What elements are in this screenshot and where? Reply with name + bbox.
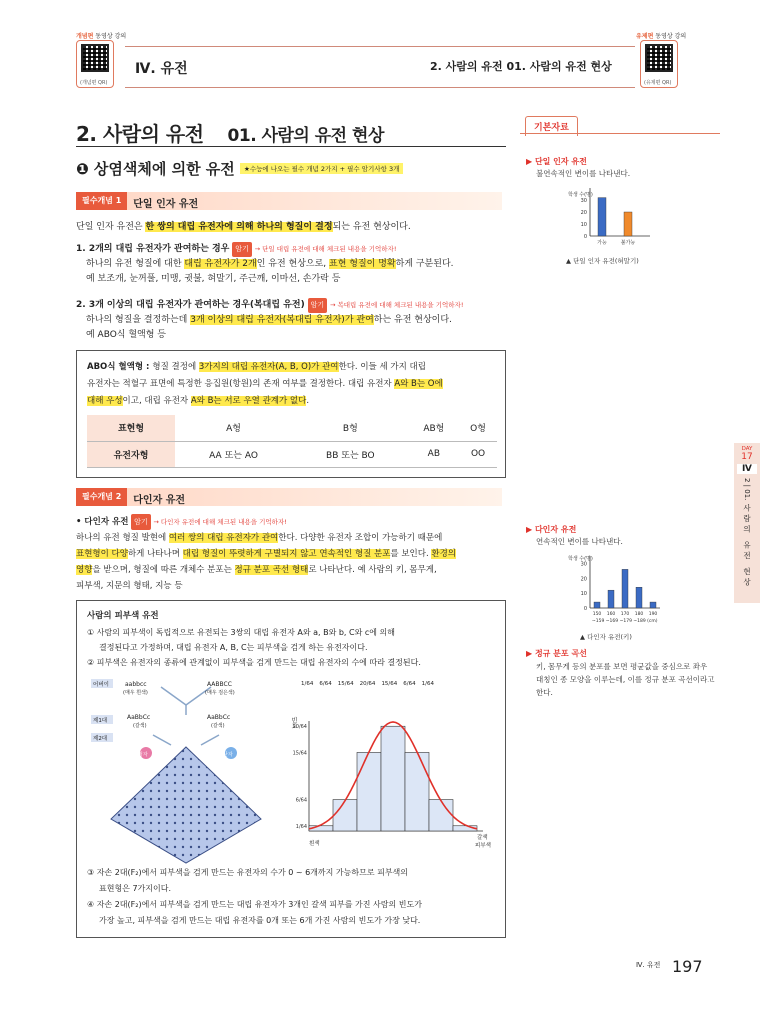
- y-tick-label: 0: [583, 606, 587, 612]
- page-number: 197: [672, 957, 703, 976]
- concept-bar-2: 필수개념 2 다인자 유전: [76, 488, 502, 506]
- section-title: 2. 사람의 유전 01. 사람의 유전 현상: [430, 60, 612, 73]
- f2-row-label: 제2대: [93, 736, 108, 742]
- fraction-label: 6/64: [403, 681, 416, 687]
- table-cell: A형: [175, 415, 292, 441]
- histogram-bar: [333, 800, 357, 831]
- title-rule: [76, 146, 506, 147]
- skin-box-conclusions: ③ 자손 2대(F₂)에서 피부색을 검게 만드는 유전자의 수가 0 ~ 6개까지 가능하므로 피부색의 표현형은 7가지이다. ④ 자손 2대(F₂)에서 피부색을 검게 만드는 대립 유전자가 3개인 갈색 피부를 가진 사람의 빈도가 가장 높고, 피부색을 검게 만드는 대립 유전자를 0개 또는 6개 가진 사람의 빈도가 가장 낮다.: [87, 868, 422, 925]
- hist-xlabel: 피부색: [475, 843, 491, 849]
- parent-row-label: 어버이: [93, 682, 109, 688]
- parent1-genotype: aabbcc: [125, 681, 147, 688]
- fraction-label: 1/64: [301, 681, 314, 687]
- side-heading-2: ▶ 다인자 유전: [526, 525, 577, 534]
- bar: [622, 569, 628, 608]
- concept2-body: • 다인자 유전 암기 → 다인자 유전에 대해 체크된 내용을 기억하자! 하나의 유전 형질 발현에 여러 쌍의 대립 유전자가 관여한다. 다양한 유전자 조합이 가능하기 때문에 표현형이 다양하게 나타나며 대립 형질이 뚜렷하게 구별되지 않고 연속적인 형질 분포를 보인다. 환경의 영향을 받으며, 형질에 따른 개체수 분포는 정규 분포 곡선 형태로 나타난다. 예 사람의 키, 몸무게, 피부색, 지문의 형태, 지능 등: [76, 514, 506, 594]
- fraction-label: 15/64: [337, 681, 354, 687]
- y-tick-label: 10: [580, 222, 587, 228]
- footer-unit: Ⅳ. 유전: [636, 961, 661, 969]
- single-factor-caption: ▲ 단일 인자 유전(혀말기): [566, 257, 639, 265]
- side-text-3: 키, 몸무게 등의 분포를 보면 평균값을 중심으로 좌우 대칭인 종 모양을 이루는데, 이를 정규 분포 곡선이라고 한다.: [536, 662, 715, 697]
- bar: [624, 212, 632, 236]
- fraction-label: 1/64: [421, 681, 435, 687]
- x-tick-label: 170: [620, 612, 630, 617]
- x-tick-label: 150: [592, 612, 602, 617]
- y-tick-label: 0: [583, 234, 587, 240]
- y-tick-label: 10: [580, 591, 587, 598]
- tab-chapter: 2 | 01.: [743, 478, 751, 501]
- f1b-phenotype: (갈색): [211, 723, 225, 729]
- histogram-bar: [357, 752, 381, 831]
- qr-code-left[interactable]: [81, 44, 109, 72]
- f1-row-label: 제1대: [93, 718, 108, 724]
- histogram-bar: [405, 752, 429, 831]
- x-tick-label: 160: [606, 612, 616, 617]
- y-axis-label: 학생 수(명): [568, 192, 593, 198]
- table-cell: O형: [459, 415, 497, 441]
- hist-ylabel: 빈도: [290, 717, 297, 729]
- bar: [636, 587, 642, 608]
- qr-code-right[interactable]: [645, 44, 673, 72]
- y-tick-label: 20: [580, 210, 587, 216]
- y-tick-label: 20/64: [292, 724, 307, 731]
- histogram-bar: [429, 800, 453, 831]
- side-rule: [520, 133, 720, 134]
- histogram-bar: [381, 726, 405, 831]
- hist-white-label: 흰색: [309, 841, 320, 847]
- side-heading-1: ▶ 단일 인자 유전: [526, 157, 587, 166]
- fraction-label: 6/64: [319, 681, 332, 687]
- parent2-phenotype: (매우 검은색): [205, 690, 235, 696]
- bar: [598, 198, 606, 236]
- y-tick-label: 1/64: [295, 823, 307, 830]
- bar: [594, 602, 600, 608]
- single-factor-chart: [560, 182, 660, 252]
- concept1-point1: 1. 2개의 대립 유전자가 관여하는 경우 암기 → 단일 대립 유전에 대해 체크된 내용을 기억하자! 하나의 유전 형질에 대한 대립 유전자가 2개인 유전 현상으로, 표현 형질이 명확하게 구분된다. 예 보조개, 눈꺼풀, 미맹, 귓불, 혀말기, 주근깨, 이마선, 손가락 등: [76, 244, 454, 284]
- section-note: ★수능에 나오는 필수 개념 2가지 + 필수 암기사항 3개: [240, 163, 403, 174]
- multi-factor-caption: ▲ 다인자 유전(키): [580, 633, 632, 641]
- x-tick-label: 180: [634, 612, 644, 617]
- y-tick-label: 15/64: [292, 750, 307, 757]
- y-tick-label: 6/64: [295, 797, 307, 804]
- table-head: 유전자형: [87, 441, 175, 467]
- skin-color-box: [76, 600, 506, 938]
- unit-title: Ⅳ. 유전: [135, 61, 188, 77]
- table-head: 표현형: [87, 415, 175, 441]
- bar: [650, 602, 656, 608]
- y-tick-label: 30: [580, 198, 587, 204]
- fraction-label: 15/64: [381, 681, 398, 687]
- cross-diagram: [91, 675, 291, 865]
- table-row: [87, 441, 497, 467]
- table-cell: AA 또는 AO: [175, 441, 292, 467]
- egg-label: 난자: [223, 752, 233, 758]
- section-heading: ❶ 상염색체에 의한 유전: [76, 160, 235, 178]
- x-tick-label: 190: [648, 612, 658, 617]
- lecture-label-right: 유제편 동영상 강의: [636, 33, 687, 40]
- parent1-phenotype: (매우 흰색): [123, 690, 148, 696]
- page-title: 2. 사람의 유전 01. 사람의 유전 현상: [76, 122, 384, 146]
- x-tick-sublabel: ~159 ~169 ~179 ~189 (cm): [592, 619, 658, 624]
- tab-unit: Ⅳ: [737, 464, 757, 474]
- concept1-intro: 단일 인자 유전은 한 쌍의 대립 유전자에 의해 하나의 형질이 결정되는 유전 현상이다.: [76, 222, 411, 232]
- abo-table: [87, 415, 497, 468]
- side-text-2: 연속적인 변이를 나타낸다.: [536, 537, 623, 546]
- table-cell: B형: [292, 415, 409, 441]
- concept1-point2: 2. 3개 이상의 대립 유전자가 관여하는 경우(복대립 유전) 암기 → 복대립 유전에 대해 체크된 내용을 기억하자! 하나의 형질을 결정하는데 3개 이상의 대립 유전자(복대립 유전자)가 관여하는 유전 현상이다. 예 ABO식 혈액형 등: [76, 300, 464, 340]
- abo-box: [76, 350, 506, 478]
- skin-box-title: 사람의 피부색 유전: [87, 611, 159, 621]
- side-heading-3: ▶ 정규 분포 곡선: [526, 649, 587, 658]
- concept-bar-1: 필수개념 1 단일 인자 유전: [76, 192, 502, 210]
- y-tick-label: 20: [580, 576, 587, 583]
- side-text-1: 불연속적인 변이를 나타낸다.: [536, 169, 631, 178]
- f1b-genotype: AaBbCc: [207, 714, 231, 721]
- side-title: 기본자료: [525, 116, 578, 136]
- abo-description: ABO식 혈액형 : 형질 결정에 3가지의 대립 유전자(A, B, O)가 관여한다. 이들 세 가지 대립 유전자는 적혈구 표면에 특정한 응집원(항원)의 존재 여부를 결정한다. 대립 유전자 A와 B는 O에 대해 우성이고, 대립 유전자 A와 B는 서로 우열 관계가 없다.: [87, 362, 443, 406]
- x-tick-label: 불가능: [620, 240, 636, 246]
- y-tick-label: 30: [580, 561, 587, 568]
- multi-factor-chart: [560, 548, 670, 626]
- table-row: [87, 415, 497, 441]
- f1a-phenotype: (갈색): [133, 723, 147, 729]
- sperm-label: 정자: [138, 752, 148, 758]
- tab-day: DAY: [741, 446, 753, 452]
- table-cell: AB형: [409, 415, 459, 441]
- lecture-label-left: 개념편 동영상 강의: [76, 33, 127, 40]
- table-cell: BB 또는 BO: [292, 441, 409, 467]
- x-tick-label: 가능: [597, 240, 607, 246]
- tab-label: 사람의 유전 현상: [742, 504, 752, 589]
- table-cell: AB: [409, 441, 459, 467]
- chapter-tab: [734, 443, 760, 603]
- hist-brown-label: 갈색: [477, 835, 488, 841]
- skin-box-items: ① 사람의 피부색이 독립적으로 유전되는 3쌍의 대립 유전자 A와 a, B와 b, C와 c에 의해 결정된다고 가정하며, 대립 유전자 A, B, C는 피부색을 검게 하는 유전자이다. ② 피부색은 유전자의 종류에 관계없이 피부색을 검게 만드는 대립 유전자의 수에 따라 결정된다.: [87, 628, 421, 667]
- qr-caption-left: (개념편 QR): [80, 80, 108, 86]
- table-cell: OO: [459, 441, 497, 467]
- f1a-genotype: AaBbCc: [127, 714, 151, 721]
- tab-day-num: 17: [741, 452, 753, 462]
- qr-caption-right: (유제편 QR): [644, 80, 672, 86]
- y-axis-label: 학생 수(명): [568, 556, 593, 562]
- bar: [608, 590, 614, 608]
- fraction-label: 20/64: [359, 681, 376, 687]
- parent2-genotype: AABBCC: [207, 681, 232, 688]
- fraction-row: [301, 681, 501, 687]
